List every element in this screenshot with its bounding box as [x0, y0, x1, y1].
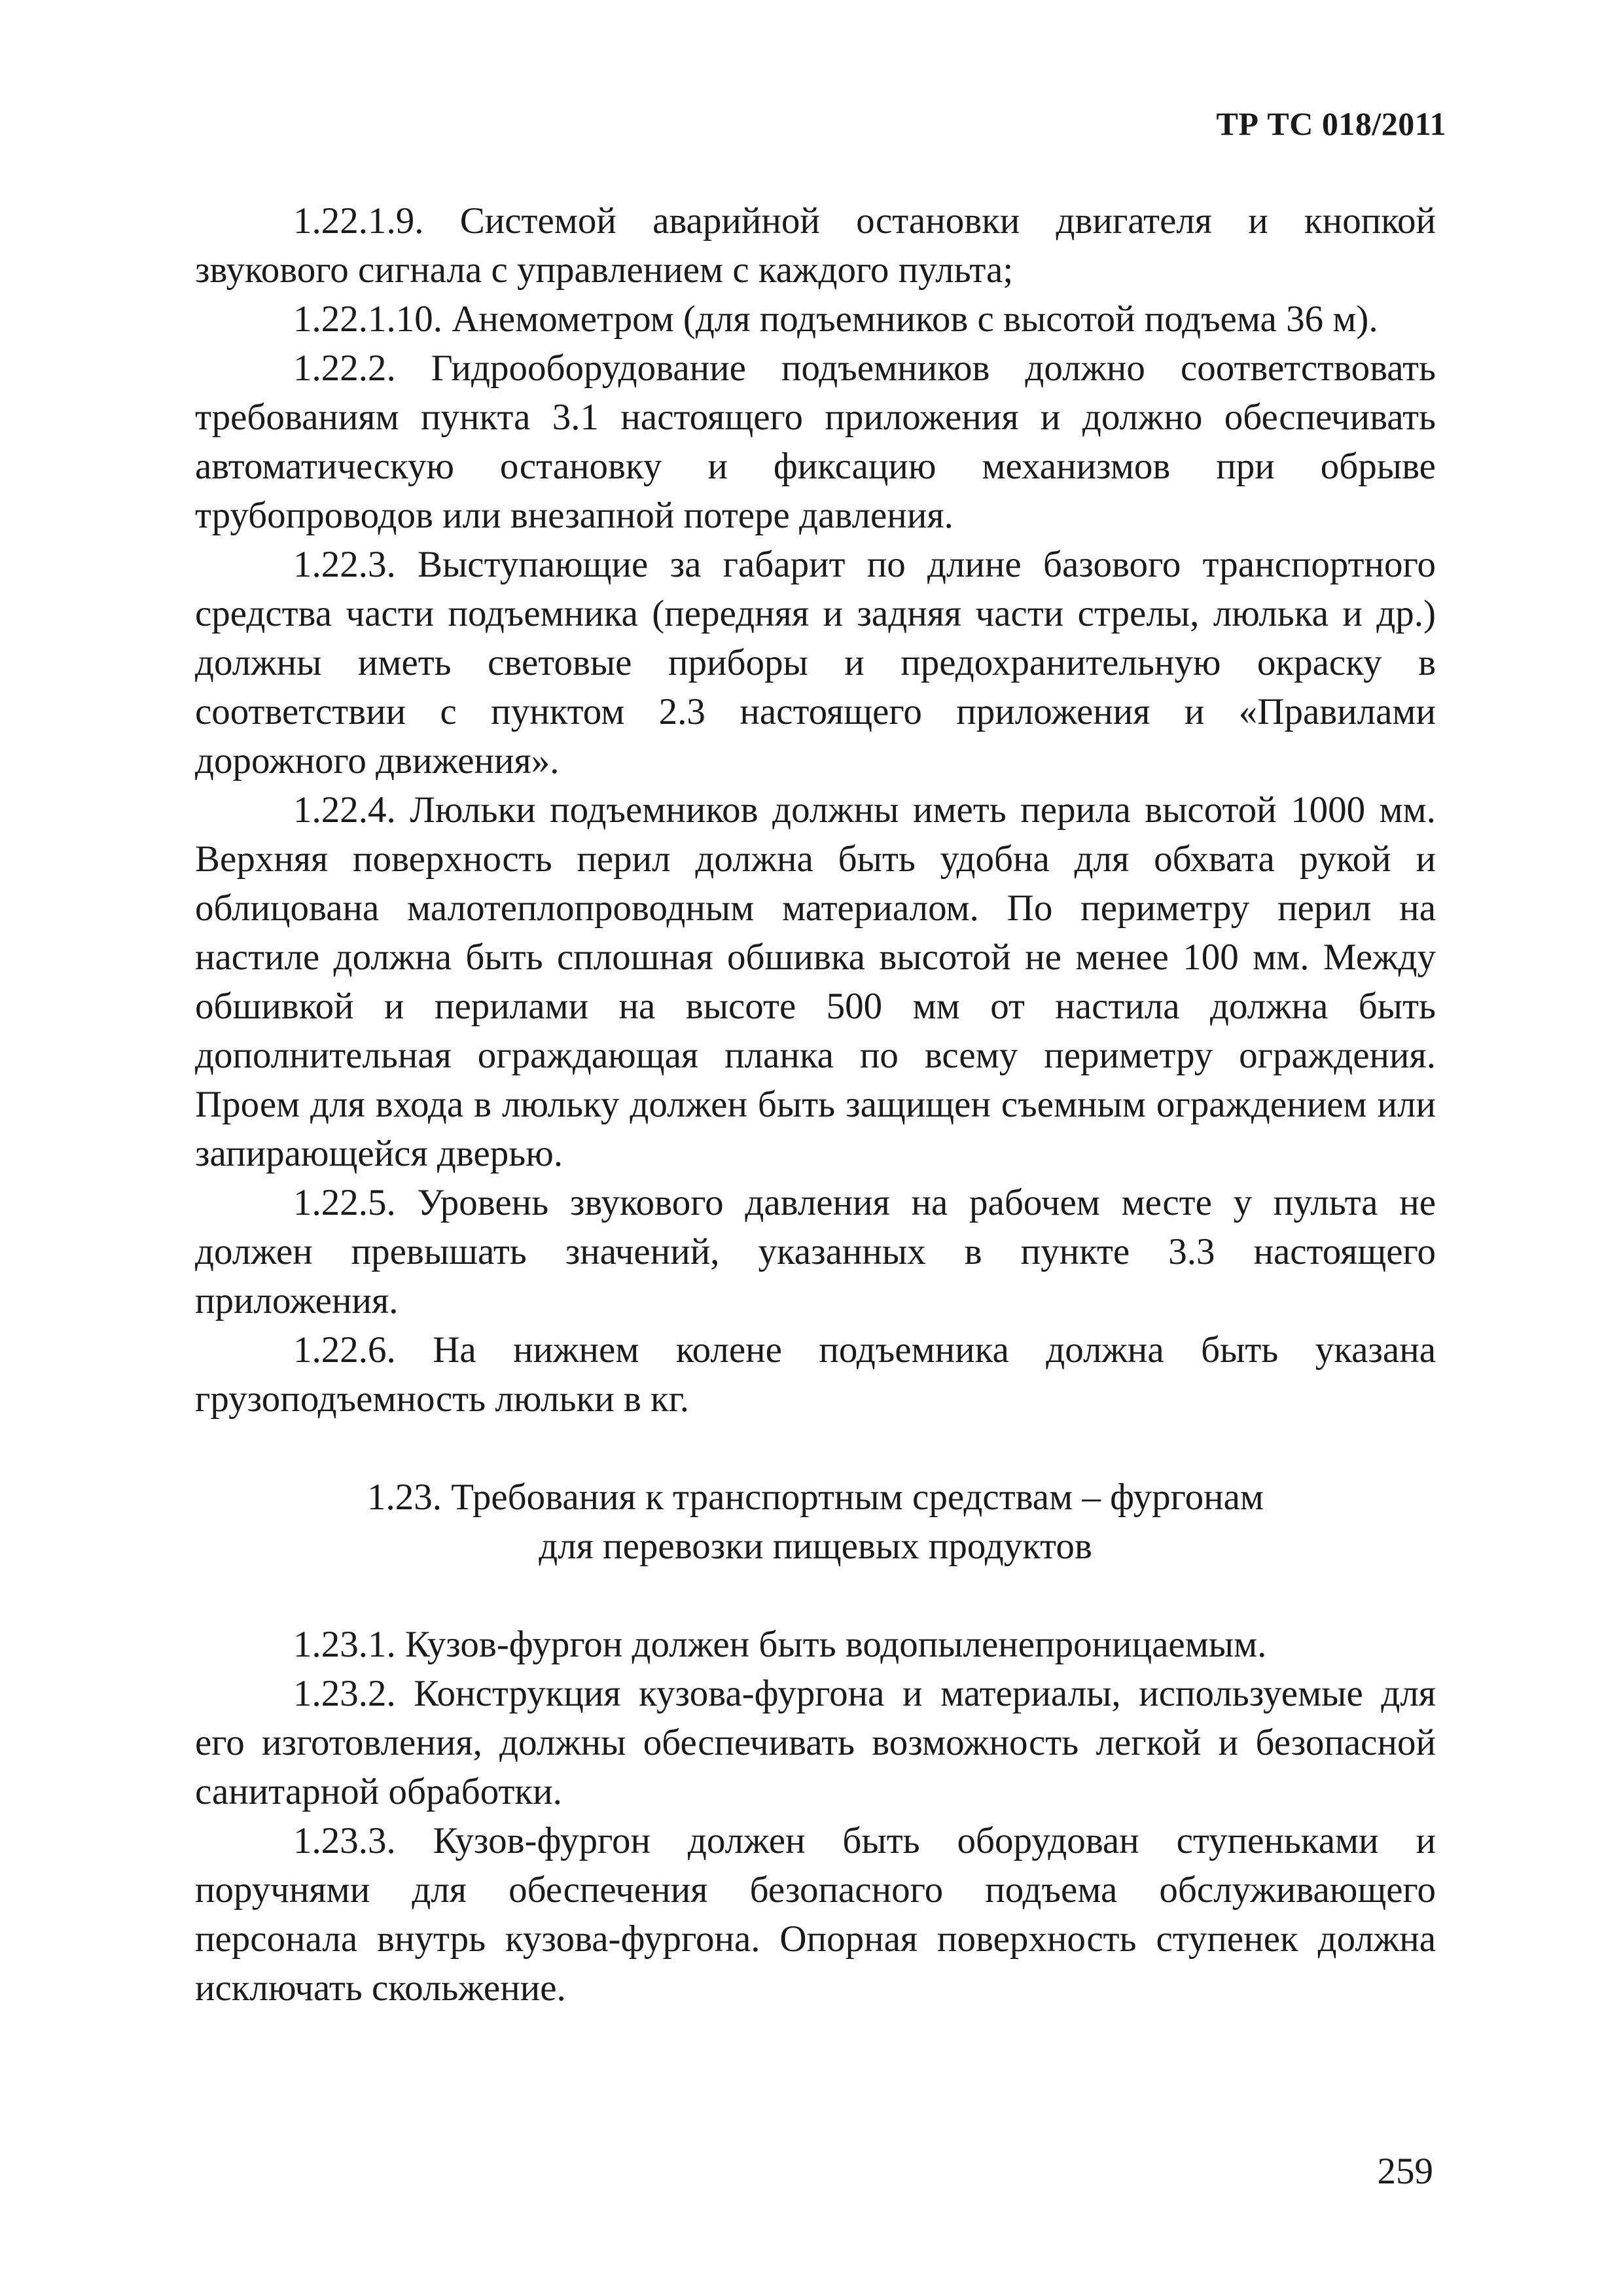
- section-heading-line-1: 1.23. Требования к транспортным средствам – фургонам: [366, 1477, 1264, 1518]
- paragraph-1-22-4: 1.22.4. Люльки подъемников должны иметь перила высотой 1000 мм. Верхняя поверхность перил должна быть удобна для обхвата рукой и облицована малотеплопроводным материалом. По периметру перил на настиле должна быть сплошная обшивка высотой не менее 100 мм. Между обшивкой и перилами на высоте 500 мм от настила должна быть дополнительная ограждающая планка по всему периметру ограждения. Проем для входа в люльку должен быть защищен съемным ограждением или запирающейся дверью.: [195, 789, 1436, 1174]
- page-number: 259: [1377, 2151, 1433, 2192]
- paragraph-1-23-2: 1.23.2. Конструкция кузова-фургона и материалы, используемые для его изготовления, должны обеспечивать возможность легкой и безопасной санитарной обработки.: [195, 1673, 1436, 1812]
- paragraph-1-22-2: 1.22.2. Гидрооборудование подъемников должно соответствовать требованиям пункта 3.1 настоящего приложения и должно обеспечивать автоматическую остановку и фиксацию механизмов при обрыве трубопроводов или внезапной потере давления.: [195, 348, 1436, 536]
- paragraph-1-22-6: 1.22.6. На нижнем колене подъемника должна быть указана грузоподъемность люльки в кг.: [195, 1329, 1436, 1420]
- paragraph-1-23-1: 1.23.1. Кузов-фургон должен быть водопыленепроницаемым.: [293, 1624, 1267, 1665]
- document-body: [195, 196, 1436, 2013]
- section-heading-line-2: для перевозки пищевых продуктов: [539, 1526, 1092, 1567]
- document-code-header: ТР ТС 018/2011: [1216, 105, 1446, 142]
- section-heading-1-23: [195, 1473, 1436, 1571]
- paragraph-1-22-1-10: 1.22.1.10. Анемометром (для подъемников с высотой подъема 36 м).: [293, 298, 1378, 340]
- paragraph-1-22-1-9: 1.22.1.9. Системой аварийной остановки двигателя и кнопкой звукового сигнала с управлением с каждого пульта;: [195, 200, 1436, 291]
- paragraph-1-23-3: 1.23.3. Кузов-фургон должен быть оборудован ступеньками и поручнями для обеспечения безопасного подъема обслуживающего персонала внутрь кузова-фургона. Опорная поверхность ступенек должна исключать скольжение.: [195, 1820, 1436, 2009]
- paragraph-1-22-3: 1.22.3. Выступающие за габарит по длине базового транспортного средства части подъемника (передняя и задняя части стрелы, люлька и др.) должны иметь световые приборы и предохранительную окраску в соответствии с пунктом 2.3 настоящего приложения и «Правилами дорожного движения».: [195, 544, 1436, 781]
- paragraph-1-22-5: 1.22.5. Уровень звукового давления на рабочем месте у пульта не должен превышать значений, указанных в пункте 3.3 настоящего приложения.: [195, 1182, 1436, 1321]
